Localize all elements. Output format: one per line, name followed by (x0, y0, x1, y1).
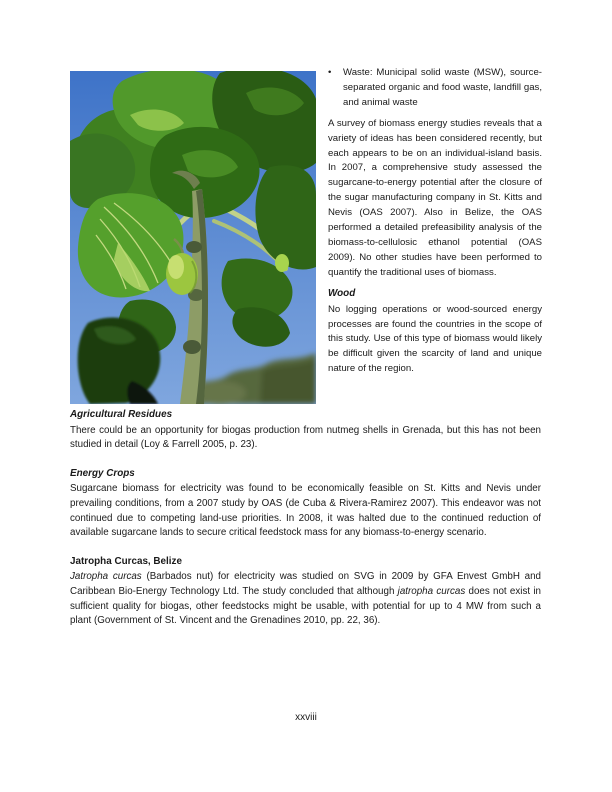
jatropha-italic-mid: jatropha curcas (397, 585, 466, 597)
section-agricultural-residues (70, 408, 541, 453)
jatropha-text-2: does not exist in sufficient quality for biogas, other feedstocks might be usable, with potential for up to 4 MW from such a plant (Government of St. Vincent and the Grenadines 2010, pp. 22, 36). (70, 585, 541, 627)
dark-foreground-leaf (78, 318, 161, 404)
jatropha-plant-photo (70, 71, 316, 404)
right-text-column (328, 66, 542, 383)
agricultural-residues-heading: Agricultural Residues (70, 409, 173, 420)
bullet-icon: • (328, 67, 332, 78)
waste-bullet-text: Waste: Municipal solid waste (MSW), source-separated organic and food waste, landfill gas, and animal waste (343, 67, 542, 108)
jatropha-italic-lead: Jatropha curcas (70, 571, 142, 583)
jatropha-curcas-heading: Jatropha Curcas, Belize (70, 555, 182, 567)
wood-heading: Wood (328, 287, 356, 299)
waste-bullet-item (328, 66, 542, 111)
jatropha-curcas-paragraph (70, 570, 541, 628)
plant-photo-svg (70, 71, 316, 404)
energy-crops-heading: Energy Crops (70, 467, 135, 479)
energy-crops-paragraph: Sugarcane biomass for electricity was found to be economically feasible on St. Kitts and Nevis under prevailing conditions, from a 2007 study by OAS (de Cuba & Rivera-Ramirez 2007). This endeavor was not continued due to competing land-use priorities. In 2008, it was halted due to the continued reduction of available sugarcane lands to secure critical feedstock mass for any biomass-to-energy scenario. (70, 483, 541, 539)
section-jatropha-curcas (70, 555, 541, 629)
jatropha-text-1: (Barbados nut) for electricity was studied on SVG in 2009 by GFA Envest GmbH and Caribbean Bio-Energy Technology Ltd. The study concluded that although (70, 571, 542, 597)
survey-paragraph: A survey of biomass energy studies reveals that a variety of ideas has been considered recently, but each appears to be on an individual-island basis. In 2007, a comprehensive study assessed the sugarcane-to-energy potential after the closure of the sugar manufacturing company in St. Kitts and Nevis (OAS 2007). Also in Belize, the OAS performed a detailed prefeasibility analysis of the biomass-to-cellulosic ethanol potential (OAS 2009). No other studies have been performed to quantify the traditional uses of biomass. (328, 117, 542, 278)
section-energy-crops (70, 467, 541, 541)
bottom-sections (70, 408, 541, 643)
wood-paragraph: No logging operations or wood-sourced energy processes are found the countries in the scope of this study. Use of this type of biomass would likely be difficult given the scarcity of land and unique nature of the region. (328, 303, 542, 375)
agricultural-residues-paragraph: There could be an opportunity for biogas production from nutmeg shells in Grenada, but this has not been studied in detail (Loy & Farrell 2005, p. 23). (70, 424, 541, 451)
page-number: xxviii (295, 712, 317, 723)
